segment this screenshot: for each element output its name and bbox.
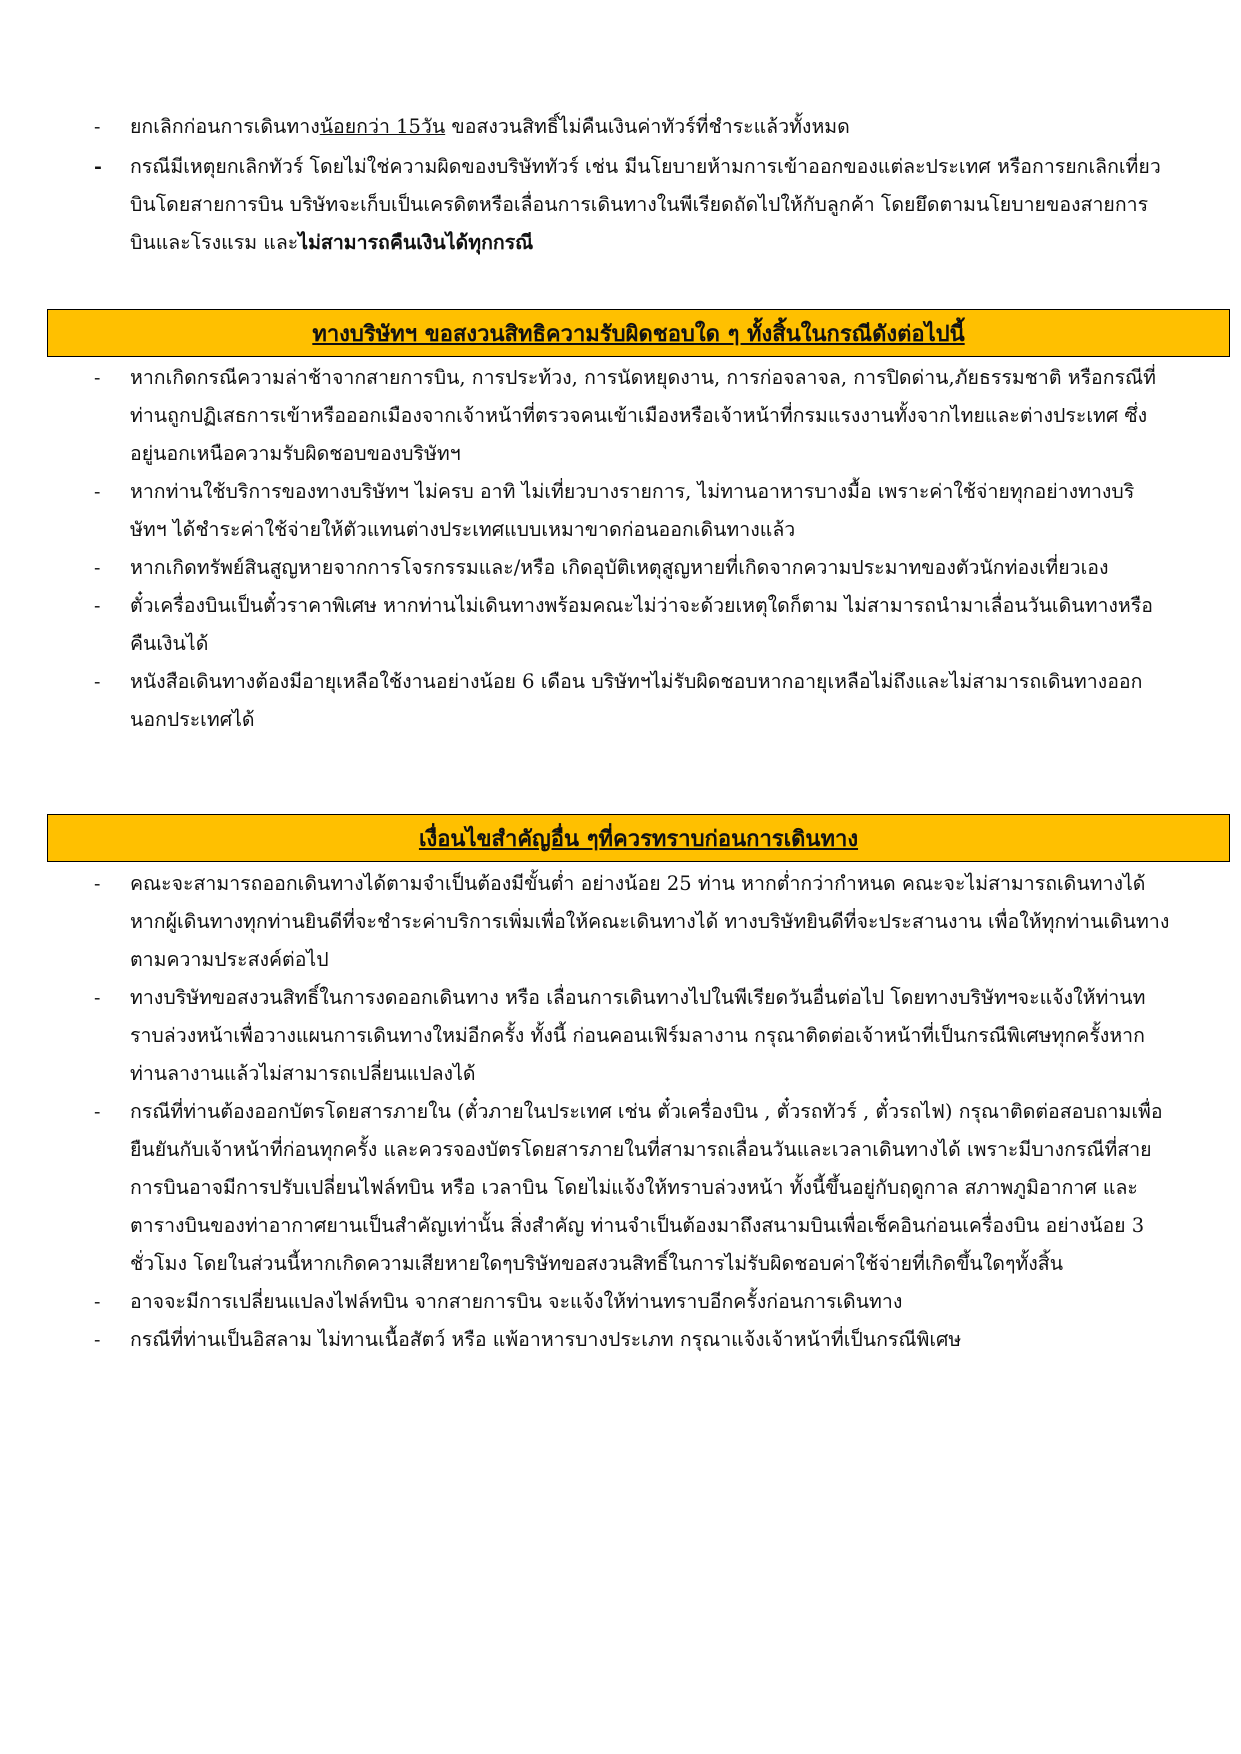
conditions-list xyxy=(90,865,1170,1359)
dash-bullet: - xyxy=(94,156,102,178)
dash-bullet: - xyxy=(94,1329,101,1351)
list-item xyxy=(90,979,1170,1093)
item-text: ทางบริษัทขอสงวนสิทธิ์ในการงดออกเดินทาง หรือ เลื่อนการเดินทางไปในพีเรียดวันอื่นต่อไป โดยทางบริษัทฯจะแจ้งให้ท่านทราบล่วงหน้าเพื่อวางแผนการเดินทางใหม่อีกครั้ง ทั้งนี้ ก่อนคอนเฟิร์มลางาน กรุณาติดต่อเจ้าหน้าที่เป็นกรณีพิเศษทุกครั้งหากท่านลางานแล้วไม่สามารถเปลี่ยนแปลงได้ xyxy=(130,986,1146,1085)
item-text: กรณีที่ท่านต้องออกบัตรโดยสารภายใน (ตั๋วภายในประเทศ เช่น ตั๋วเครื่องบิน , ตั๋วรถทัวร์ , ตั๋วรถไฟ) กรุณาติดต่อสอบถามเพื่อยืนยันกับเจ้าหน้าที่ก่อนทุกครั้ง และควรจองบัตรโดยสารภายในที่สามารถเลื่อนวันและเวลาเดินทางได้ เพราะมีบางกรณีที่สายการบินอาจมีการปรับเปลี่ยนไฟล์ทบิน หรือ เวลาบิน โดยไม่แจ้งให้ทราบล่วงหน้า ทั้งนี้ขึ้นอยู่กับฤดูกาล สภาพภูมิอากาศ และ ตารางบินของท่าอากาศยานเป็นสำคัญเท่านั้น สิ่งสำคัญ ท่านจำเป็นต้องมาถึงสนามบินเพื่อเช็คอินก่อนเครื่องบิน อย่างน้อย 3 ชั่วโมง โดยในส่วนนี้หากเกิดความเสียหายใดๆบริษัทขอสงวนสิทธิ์ในการไม่รับผิดชอบค่าใช้จ่ายที่เกิดขึ้นใดๆทั้งสิ้น xyxy=(130,1100,1163,1275)
item-text: ตั๋วเครื่องบินเป็นตั๋วราคาพิเศษ หากท่านไม่เดินทางพร้อมคณะไม่ว่าจะด้วยเหตุใดก็ตาม ไม่สามารถนำมาเลื่อนวันเดินทางหรือคืนเงินได้ xyxy=(130,594,1153,655)
dash-bullet: - xyxy=(94,1101,101,1123)
dash-bullet: - xyxy=(94,481,101,503)
dash-bullet: - xyxy=(94,1291,101,1313)
list-item xyxy=(90,1283,1170,1321)
list-item xyxy=(90,108,1170,146)
dash-bullet: - xyxy=(94,557,101,579)
item-text: ขอสงวนสิทธิ์ไม่คืนเงินค่าทัวร์ที่ชำระแล้วทั้งหมด xyxy=(445,115,850,138)
list-item xyxy=(90,865,1170,979)
item-text: หากเกิดกรณีความล่าช้าจากสายการบิน, การประท้วง, การนัดหยุดงาน, การก่อจลาจล, การปิดด่าน,ภัยธรรมชาติ หรือกรณีที่ท่านถูกปฏิเสธการเข้าหรือออกเมืองจากเจ้าหน้าที่ตรวจคนเข้าเมืองหรือเจ้าหน้าที่กรมแรงงานทั้งจากไทยและต่างประเทศ ซึ่งอยู่นอกเหนือความรับผิดชอบของบริษัทฯ xyxy=(130,366,1156,465)
item-text: หากเกิดทรัพย์สินสูญหายจากการโจรกรรมและ/หรือ เกิดอุบัติเหตุสูญหายที่เกิดจากความประมาทของตัวนักท่องเที่ยวเอง xyxy=(130,556,1109,579)
dash-bullet: - xyxy=(94,595,101,617)
item-text: กรณีที่ท่านเป็นอิสลาม ไม่ทานเนื้อสัตว์ หรือ แพ้อาหารบางประเภท กรุณาแจ้งเจ้าหน้าที่เป็นกรณีพิเศษ xyxy=(130,1328,962,1351)
item-text: ยกเลิกก่อนการเดินทาง xyxy=(130,115,320,138)
item-text: อาจจะมีการเปลี่ยนแปลงไฟล์ทบิน จากสายการบิน จะแจ้งให้ท่านทราบอีกครั้งก่อนการเดินทาง xyxy=(130,1290,903,1313)
underlined-text: น้อยกว่า 15วัน xyxy=(319,115,446,138)
dash-bullet: - xyxy=(94,671,101,693)
cancellation-list xyxy=(90,108,1170,262)
list-item xyxy=(90,1093,1170,1283)
dash-bullet: - xyxy=(94,116,101,138)
dash-bullet: - xyxy=(94,367,101,389)
list-item xyxy=(90,473,1170,549)
dash-bullet: - xyxy=(94,987,101,1009)
list-item xyxy=(90,663,1170,739)
dash-bullet: - xyxy=(94,873,101,895)
disclaimer-list xyxy=(90,359,1170,739)
section-heading-disclaimer: ทางบริษัทฯ ขอสงวนสิทธิความรับผิดชอบใด ๆ ทั้งสิ้นในกรณีดังต่อไปนี้ xyxy=(47,309,1230,357)
list-item xyxy=(90,549,1170,587)
section-heading-conditions: เงื่อนไขสำคัญอื่น ๆที่ควรทราบก่อนการเดินทาง xyxy=(47,814,1230,862)
list-item xyxy=(90,1321,1170,1359)
bold-text: ไม่สามารถคืนเงินได้ทุกกรณี xyxy=(298,231,534,254)
item-text: คณะจะสามารถออกเดินทางได้ตามจำเป็นต้องมีขั้นต่ำ อย่างน้อย 25 ท่าน หากต่ำกว่ากำหนด คณะจะไม่สามารถเดินทางได้ หากผู้เดินทางทุกท่านยินดีที่จะชำระค่าบริการเพิ่มเพื่อให้คณะเดินทางได้ ทางบริษัทยินดีที่จะประสานงาน เพื่อให้ทุกท่านเดินทางตามความประสงค์ต่อไป xyxy=(130,872,1170,971)
item-text: กรณีมีเหตุยกเลิกทัวร์ โดยไม่ใช่ความผิดของบริษัททัวร์ เช่น มีนโยบายห้ามการเข้าออกของแต่ละประเทศ หรือการยกเลิกเที่ยวบินโดยสายการบิน บริษัทจะเก็บเป็นเครดิตหรือเลื่อนการเดินทางในพีเรียดถัดไปให้กับลูกค้า โดยยึดตามนโยบายของสายการบินและโรงแรม และ xyxy=(130,155,1161,254)
item-text: หนังสือเดินทางต้องมีอายุเหลือใช้งานอย่างน้อย 6 เดือน บริษัทฯไม่รับผิดชอบหากอายุเหลือไม่ถึงและไม่สามารถเดินทางออกนอกประเทศได้ xyxy=(130,670,1143,731)
list-item xyxy=(90,359,1170,473)
list-item xyxy=(90,587,1170,663)
item-text: หากท่านใช้บริการของทางบริษัทฯ ไม่ครบ อาทิ ไม่เที่ยวบางรายการ, ไม่ทานอาหารบางมื้อ เพราะค่าใช้จ่ายทุกอย่างทางบริษัทฯ ได้ชำระค่าใช้จ่ายให้ตัวแทนต่างประเทศแบบเหมาขาดก่อนออกเดินทางแล้ว xyxy=(130,480,1135,541)
list-item xyxy=(90,148,1170,262)
